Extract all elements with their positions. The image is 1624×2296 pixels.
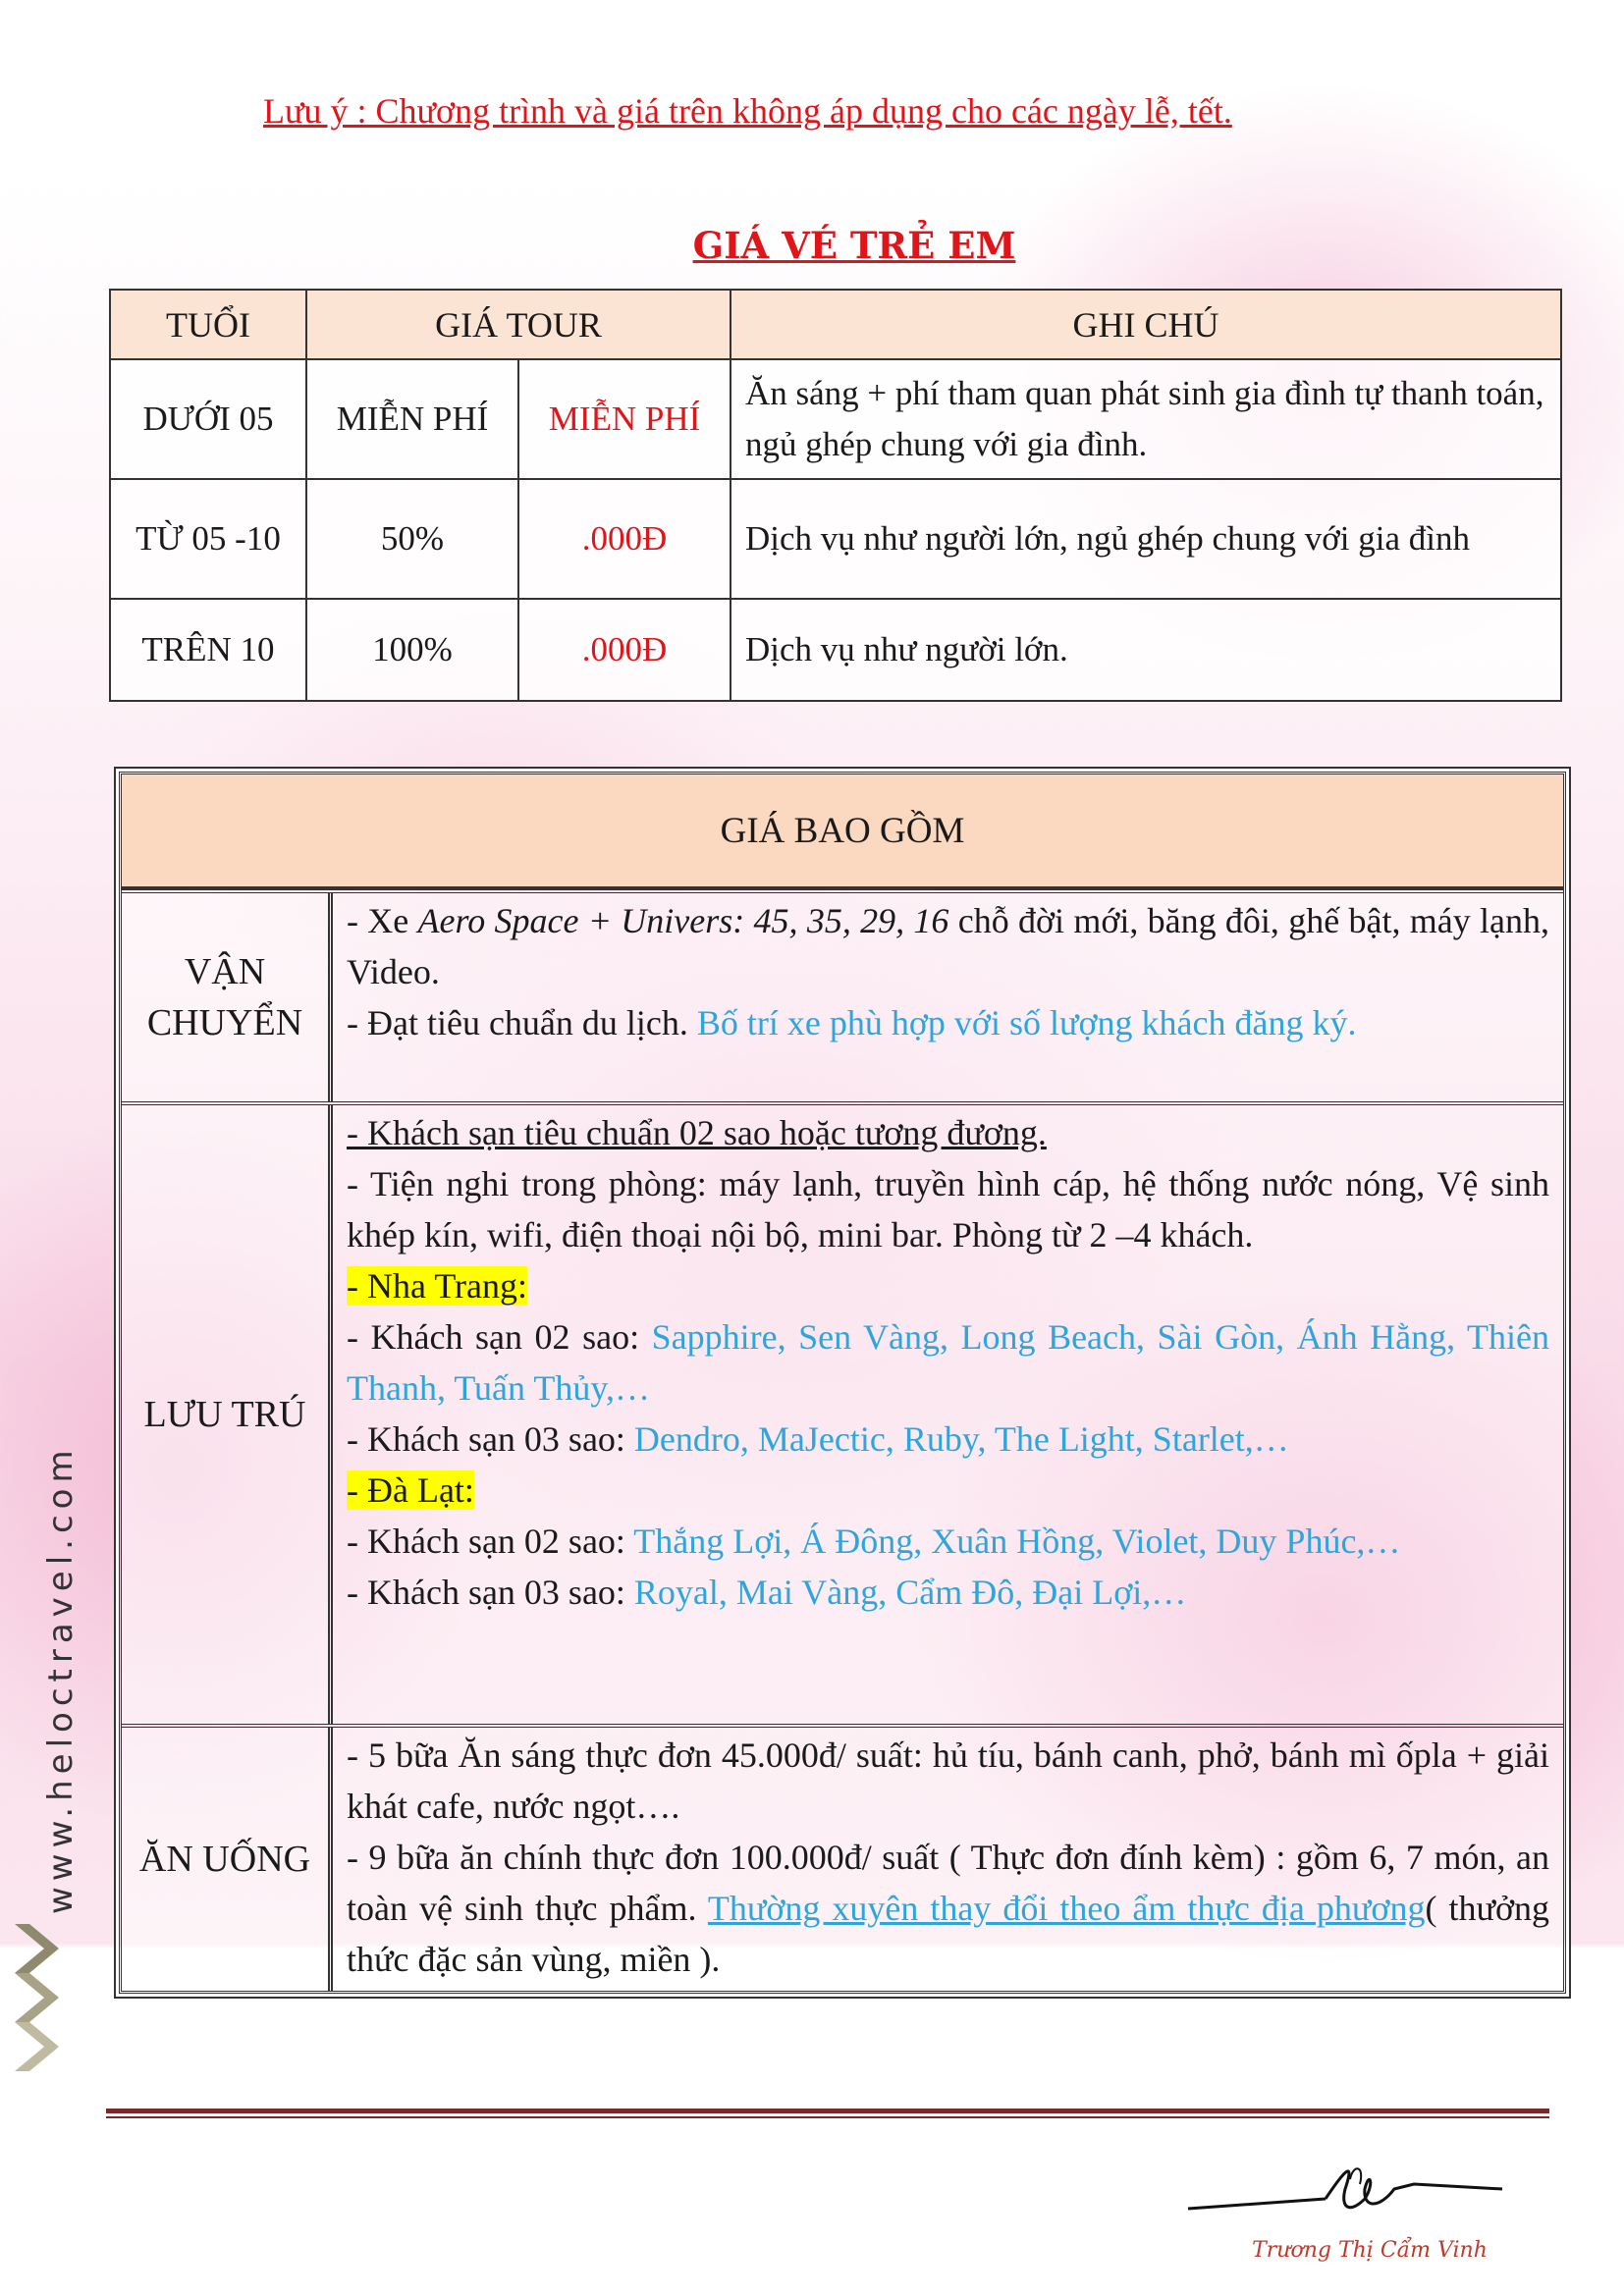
hotel-label: - Khách sạn 02 sao: (347, 1522, 634, 1561)
price-cell-alt: .000Đ (518, 599, 731, 701)
signature-name: Trương Thị Cẩm Vinh (1252, 2238, 1488, 2263)
meal-text: ( thưởng thức đặc sản vùng, miền ). (347, 1889, 1550, 1979)
kids-price-title: GIÁ VÉ TRẺ EM (692, 224, 1016, 267)
footer-divider-thin (106, 2116, 1549, 2118)
table-row (110, 479, 1561, 599)
kids-price-table (109, 289, 1562, 702)
note-cell: Dịch vụ như người lớn, ngủ ghép chung với gia đình (731, 479, 1561, 599)
price-cell-alt: MIỄN PHÍ (518, 359, 731, 479)
table-header-row (110, 290, 1561, 359)
transport-text: - Xe (347, 901, 418, 940)
transport-text: - Đạt tiêu chuẩn du lịch. (347, 1003, 697, 1042)
header-age: TUỔI (110, 290, 306, 359)
vehicle-models: Aero Space + Univers: 45, 35, 29, 16 (417, 901, 949, 940)
price-cell-alt: .000Đ (518, 479, 731, 599)
lodging-content (333, 1105, 1563, 1724)
breakfast-text: - 5 bữa Ăn sáng thực đơn 45.000đ/ suất: hủ tíu, bánh canh, phở, bánh mì ốpla + giải khát cafe, nước ngọt…. (347, 1735, 1549, 1826)
lodging-label: LƯU TRÚ (122, 1105, 333, 1724)
meal-highlight: Thường xuyên thay đổi theo ẩm thực địa phương (707, 1889, 1426, 1928)
age-cell: TRÊN 10 (110, 599, 306, 701)
lodging-amenities: - Tiện nghi trong phòng: máy lạnh, truyền hình cáp, hệ thống nước nóng, Vệ sinh khép kín, wifi, điện thoại nội bộ, mini bar. Phòng từ 2 –4 khách. (347, 1164, 1549, 1255)
transport-text: chỗ đời mới, băng đôi, ghế bật, máy lạnh, Video. (347, 901, 1549, 991)
transport-highlight: Bố trí xe phù hợp với số lượng khách đăng ký. (696, 1003, 1357, 1042)
nha-trang-heading: - Nha Trang: (347, 1266, 528, 1306)
hotel-label: - Khách sạn 03 sao: (347, 1573, 634, 1612)
chevron-icon (10, 1924, 88, 2081)
hotel-list: Sapphire, Sen Vàng, Long Beach, Sài Gòn, Ánh Hằng, Thiên Thanh, Tuấn Thủy,… (347, 1317, 1550, 1408)
price-cell: 100% (306, 599, 518, 701)
hotel-label: - Khách sạn 03 sao: (347, 1419, 634, 1459)
lodging-standard: - Khách sạn tiêu chuẩn 02 sao hoặc tương đương. (347, 1113, 1047, 1152)
header-price: GIÁ TOUR (306, 290, 731, 359)
transport-row (122, 889, 1563, 1101)
age-cell: DƯỚI 05 (110, 359, 306, 479)
food-label: ĂN UỐNG (122, 1728, 333, 1991)
transport-content (333, 893, 1563, 1101)
lodging-row (122, 1101, 1563, 1724)
hotel-list: Thắng Lợi, Á Đông, Xuân Hồng, Violet, Duy Phúc,… (633, 1522, 1401, 1561)
age-cell: TỪ 05 -10 (110, 479, 306, 599)
note-cell: Dịch vụ như người lớn. (731, 599, 1561, 701)
table-row (110, 359, 1561, 479)
hotel-label: - Khách sạn 02 sao: (347, 1317, 652, 1357)
notice-text: Lưu ý : Chương trình và giá trên không áp dụng cho các ngày lễ, tết. (263, 91, 1232, 131)
price-cell: MIỄN PHÍ (306, 359, 518, 479)
food-content (333, 1728, 1563, 1991)
da-lat-heading: - Đà Lạt: (347, 1470, 474, 1510)
included-title: GIÁ BAO GỒM (122, 774, 1563, 889)
header-note: GHI CHÚ (731, 290, 1561, 359)
transport-label: VẬN CHUYỂN (122, 893, 333, 1101)
hotel-list: Dendro, MaJectic, Ruby, The Light, Starlet,… (633, 1419, 1289, 1459)
note-cell: Ăn sáng + phí tham quan phát sinh gia đình tự thanh toán, ngủ ghép chung với gia đình. (731, 359, 1561, 479)
footer-divider (106, 2109, 1549, 2113)
website-watermark: www.heloctravel.com (41, 1444, 81, 1914)
price-cell: 50% (306, 479, 518, 599)
signature-icon (1178, 2130, 1561, 2287)
hotel-list: Royal, Mai Vàng, Cẩm Đô, Đại Lợi,… (633, 1573, 1187, 1612)
food-row (122, 1724, 1563, 1991)
table-row (110, 599, 1561, 701)
meal-text: - 9 bữa ăn chính thực đơn 100.000đ/ suất ( Thực đơn đính kèm) : gồm 6, 7 món, an toàn vệ sinh thực phẩm. (347, 1838, 1549, 1928)
included-services-table (119, 772, 1566, 1994)
